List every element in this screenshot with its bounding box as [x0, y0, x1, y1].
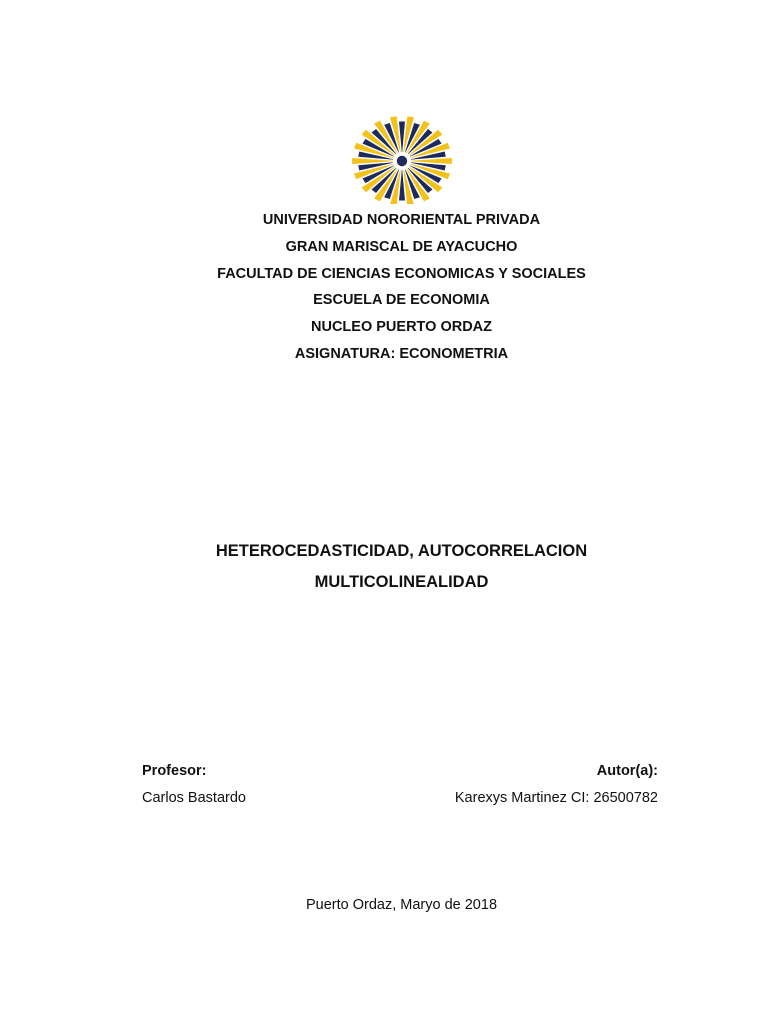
professor-block: [142, 759, 246, 813]
school-name: ESCUELA DE ECONOMIA: [313, 292, 490, 309]
author-name: Karexys Martinez CI: 26500782: [454, 790, 658, 806]
professor-label: Profesor:: [142, 763, 207, 779]
university-name: UNIVERSIDAD NORORIENTAL PRIVADA: [262, 212, 541, 228]
faculty-name: FACULTAD DE CIENCIAS ECONOMICAS Y SOCIALES: [217, 265, 586, 282]
campus-name: NUCLEO PUERTO ORDAZ: [311, 319, 492, 336]
author-label: Autor(a):: [596, 763, 658, 779]
institution-header: [0, 207, 768, 368]
place-and-date: Puerto Ordaz, Maryo de 2018: [305, 897, 498, 913]
subject-name: ASIGNATURA: ECONOMETRIA: [294, 345, 509, 362]
title-line-2: MULTICOLINEALIDAD: [314, 573, 489, 591]
document-title: [0, 536, 768, 598]
author-block: [455, 759, 658, 813]
title-line-1: HETEROCEDASTICIDAD, AUTOCORRELACION: [215, 542, 588, 560]
university-name-line2: GRAN MARISCAL DE AYACUCHO: [285, 238, 518, 255]
professor-name: Carlos Bastardo: [142, 790, 246, 806]
sunburst-seal-icon: [348, 108, 456, 204]
